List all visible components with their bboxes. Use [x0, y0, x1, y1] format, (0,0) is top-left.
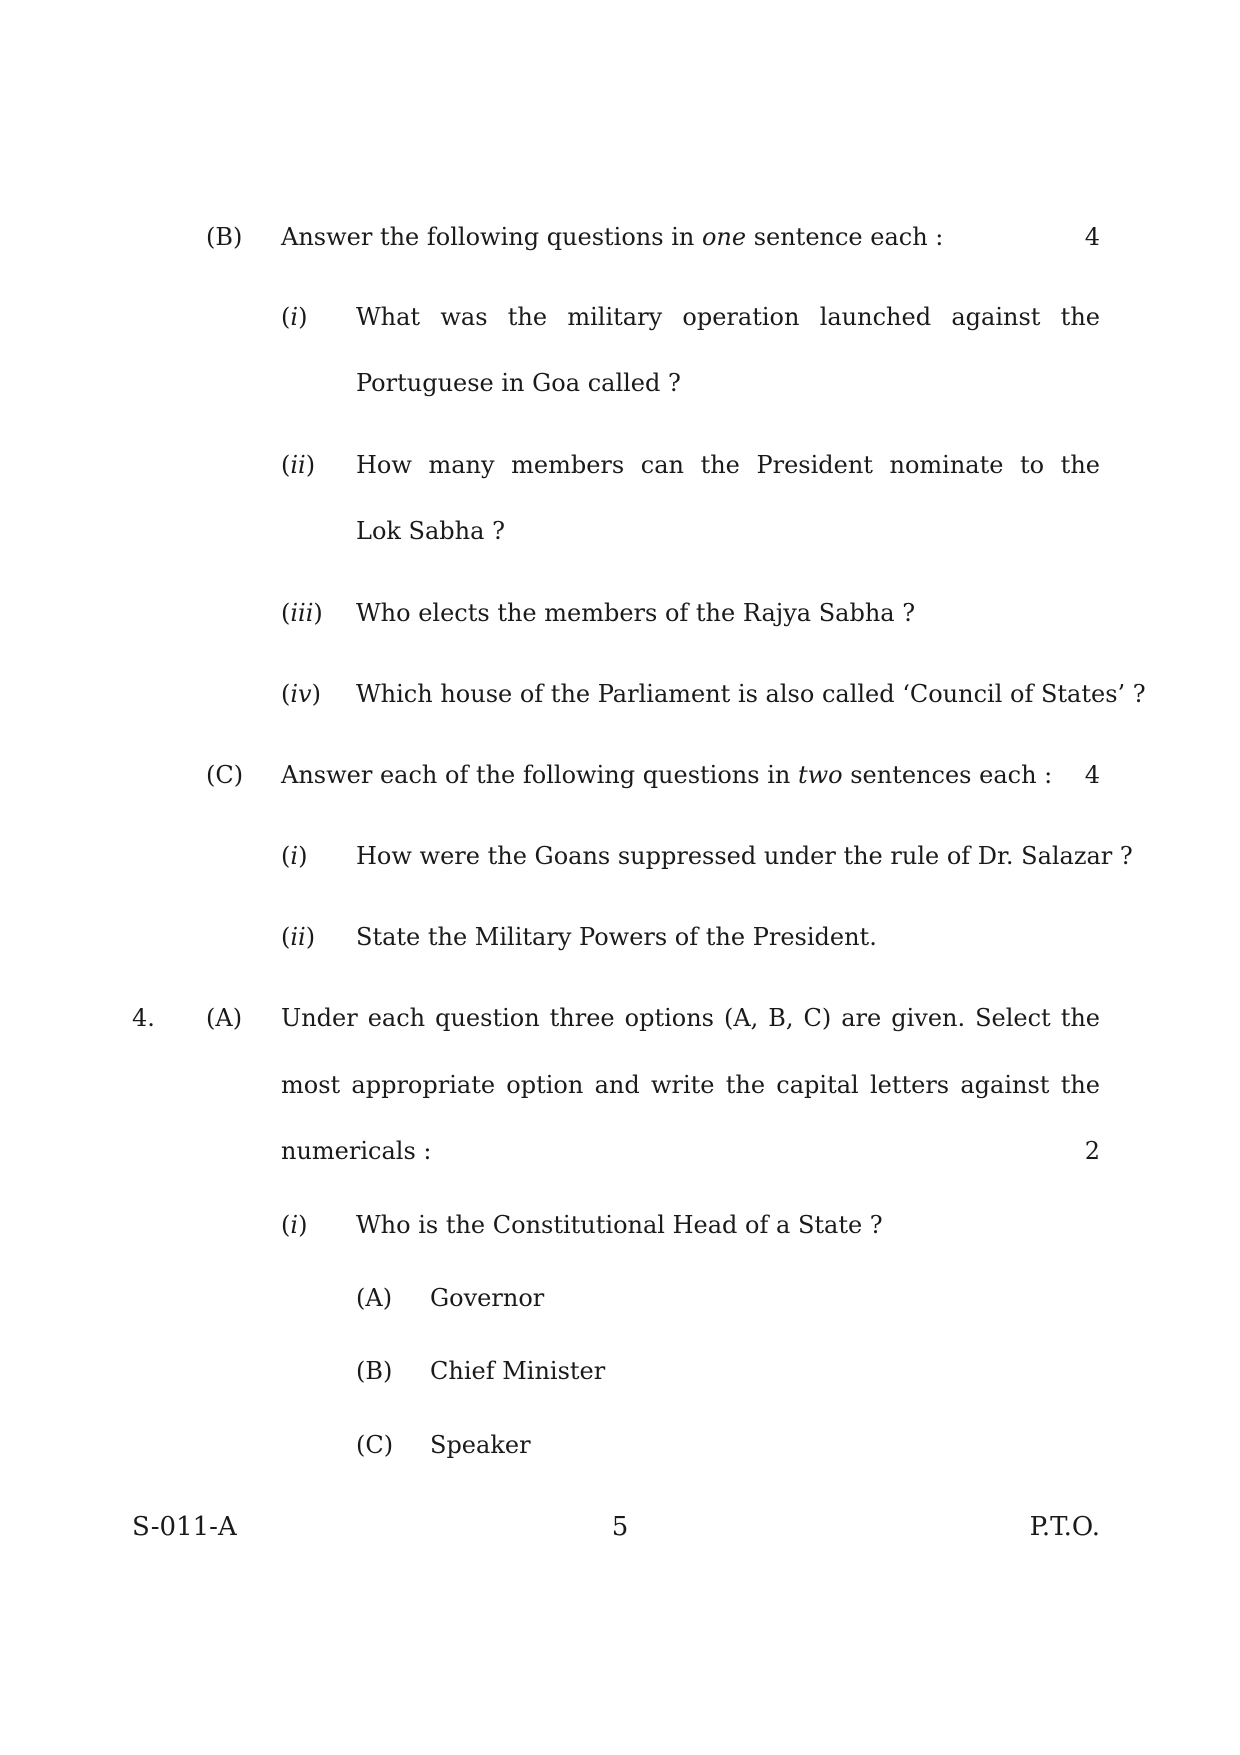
option-letter: (B) [356, 1357, 393, 1385]
option-letter: (A) [356, 1284, 393, 1312]
section-b-label: (B) [206, 223, 243, 251]
question-text: Which house of the Parliament is also called ‘Council of States’ ? [356, 680, 1146, 708]
question-number: (ii) [281, 923, 316, 951]
question-text: How were the Goans suppressed under the rule of Dr. Salazar ? [356, 842, 1133, 870]
question-number: (iii) [281, 599, 323, 627]
question-4-text: Under each question three options (A, B, C) are given. Select the [281, 1004, 1100, 1032]
option-text: Chief Minister [430, 1357, 606, 1385]
section-c-instruction: Answer each of the following questions in two sentences each : [281, 761, 1053, 789]
paper-code: S-011-A [132, 1512, 237, 1542]
question-4-label: (A) [206, 1004, 243, 1032]
question-number: (ii) [281, 451, 316, 479]
sub-question-text: Who is the Constitutional Head of a State ? [356, 1211, 883, 1239]
question-number: (i) [281, 303, 308, 331]
please-turn-over: P.T.O. [1029, 1512, 1100, 1542]
question-text: Who elects the members of the Rajya Sabha ? [356, 599, 916, 627]
section-c-marks: 4 [1084, 761, 1100, 789]
question-4-number: 4. [132, 1004, 155, 1032]
section-b-marks: 4 [1084, 223, 1100, 251]
question-4-text-continued: most appropriate option and write the capital letters against the [281, 1071, 1100, 1099]
question-4-marks: 2 [1084, 1137, 1100, 1165]
question-number: (i) [281, 842, 308, 870]
question-text-continued: Portuguese in Goa called ? [356, 369, 681, 397]
section-c-label: (C) [206, 761, 244, 789]
question-text: State the Military Powers of the President. [356, 923, 877, 951]
question-text-continued: Lok Sabha ? [356, 517, 505, 545]
section-b-instruction: Answer the following questions in one sentence each : [281, 223, 944, 251]
sub-question-number: (i) [281, 1211, 308, 1239]
option-text: Speaker [430, 1431, 531, 1459]
question-4-text-continued: numericals : [281, 1137, 432, 1165]
question-number: (iv) [281, 680, 321, 708]
option-text: Governor [430, 1284, 545, 1312]
option-letter: (C) [356, 1431, 394, 1459]
question-text: How many members can the President nominate to the [356, 451, 1100, 479]
page-number: 5 [611, 1512, 629, 1542]
question-text: What was the military operation launched against the [356, 303, 1100, 331]
